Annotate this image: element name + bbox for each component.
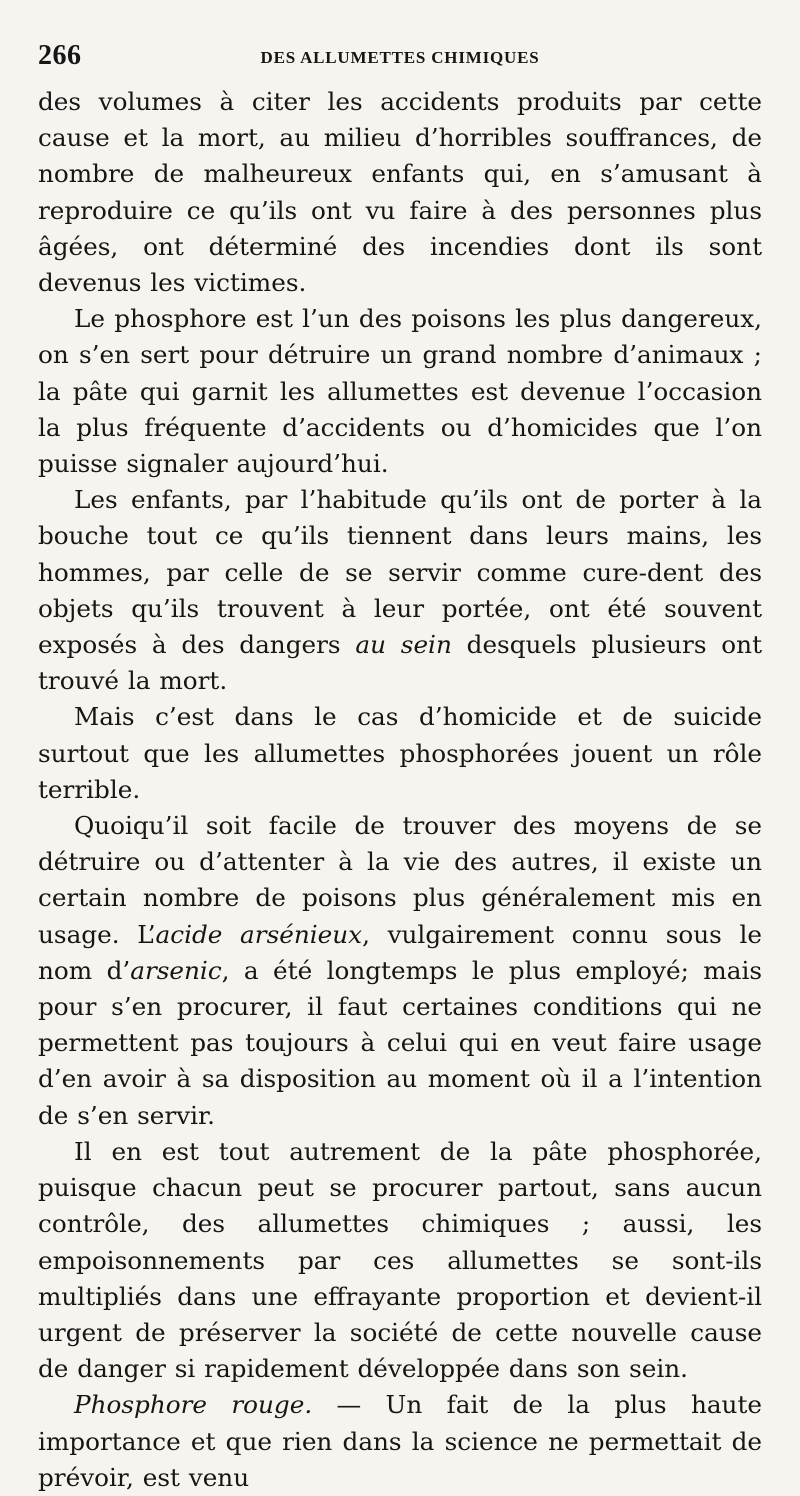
paragraph-3-text-start: Les enfants, par l’habitude qu’ils ont de porter à la bouche tout ce qu’ils tiennent dans leurs mains, les hommes, par celle de se servir comme cure-dent des objets qu’ils trouvent à leur portée, ont été souvent exposés à des dangers xyxy=(38,485,762,660)
paragraph-1-text: des volumes à citer les accidents produits par cette cause et la mort, au milieu d’horribles souffrances, de nombre de malheureux enfants qui, en s’amusant à reproduire ce qu’ils ont vu faire à des personnes plus âgées, ont déterminé des incendies dont ils sont devenus les victimes. xyxy=(38,87,762,298)
paragraph-5-italic-term-acide: acide arsénieux xyxy=(155,919,363,949)
paragraph-4-text: Mais c’est dans le cas d’homicide et de suicide surtout que les allumettes phosphorées jouent un rôle terrible. xyxy=(38,702,762,804)
paragraph-5 xyxy=(38,808,762,1134)
paragraph-7-text: — Un fait de la plus haute importance et que rien dans la science ne permettait de prévoir, est venu xyxy=(38,1390,762,1492)
paragraph-1 xyxy=(38,84,762,301)
paragraph-2-text: Le phosphore est l’un des poisons les plus dangereux, on s’en sert pour détruire un grand nombre d’animaux ; la pâte qui garnit les allumettes est devenue l’occasion la plus fréquente d’accidents ou d’homicides que l’on puisse signaler aujourd’hui. xyxy=(38,304,762,479)
running-title: DES ALLUMETTES CHIMIQUES xyxy=(260,48,540,67)
paragraph-5-text-middle: , vulgairement connu sous le nom d’ xyxy=(38,919,762,985)
paragraph-3-text-end: desquels plusieurs ont trouvé la mort. xyxy=(38,630,762,696)
paragraph-7 xyxy=(38,1387,762,1496)
paragraph-3 xyxy=(38,482,762,699)
section-run-in-heading: Phosphore rouge. xyxy=(74,1390,313,1420)
paragraph-6-text: Il en est tout autrement de la pâte phosphorée, puisque chacun peut se procurer partout, sans aucun contrôle, des allumettes chimiques ; aussi, les empoisonnements par ces allumettes se sont-ils multipliés dans une effrayante proportion et devient-il urgent de préserver la société de cette nouvelle cause de danger si rapidement développée dans son sein. xyxy=(38,1136,762,1384)
page-header xyxy=(38,34,762,82)
paragraph-4 xyxy=(38,699,762,808)
paragraph-5-italic-term-arsenic: arsenic xyxy=(130,955,222,985)
paragraph-2 xyxy=(38,301,762,482)
paragraph-5-text-end: , a été longtemps le plus employé; mais pour s’en procurer, il faut certaines conditions qui ne permettent pas toujours à celui qui en veut faire usage d’en avoir à sa disposition au moment où il a l’intention de s’en servir. xyxy=(38,955,763,1130)
paragraph-3-italic-phrase: au sein xyxy=(355,630,452,660)
paragraph-5-text-start: Quoiqu’il soit facile de trouver des moyens de se détruire ou d’attenter à la vie des autres, il existe un certain nombre de poisons plus généralement mis en usage. L’ xyxy=(38,811,762,949)
page-number: 266 xyxy=(38,40,82,71)
body-text xyxy=(38,84,762,1496)
paragraph-6 xyxy=(38,1134,762,1387)
